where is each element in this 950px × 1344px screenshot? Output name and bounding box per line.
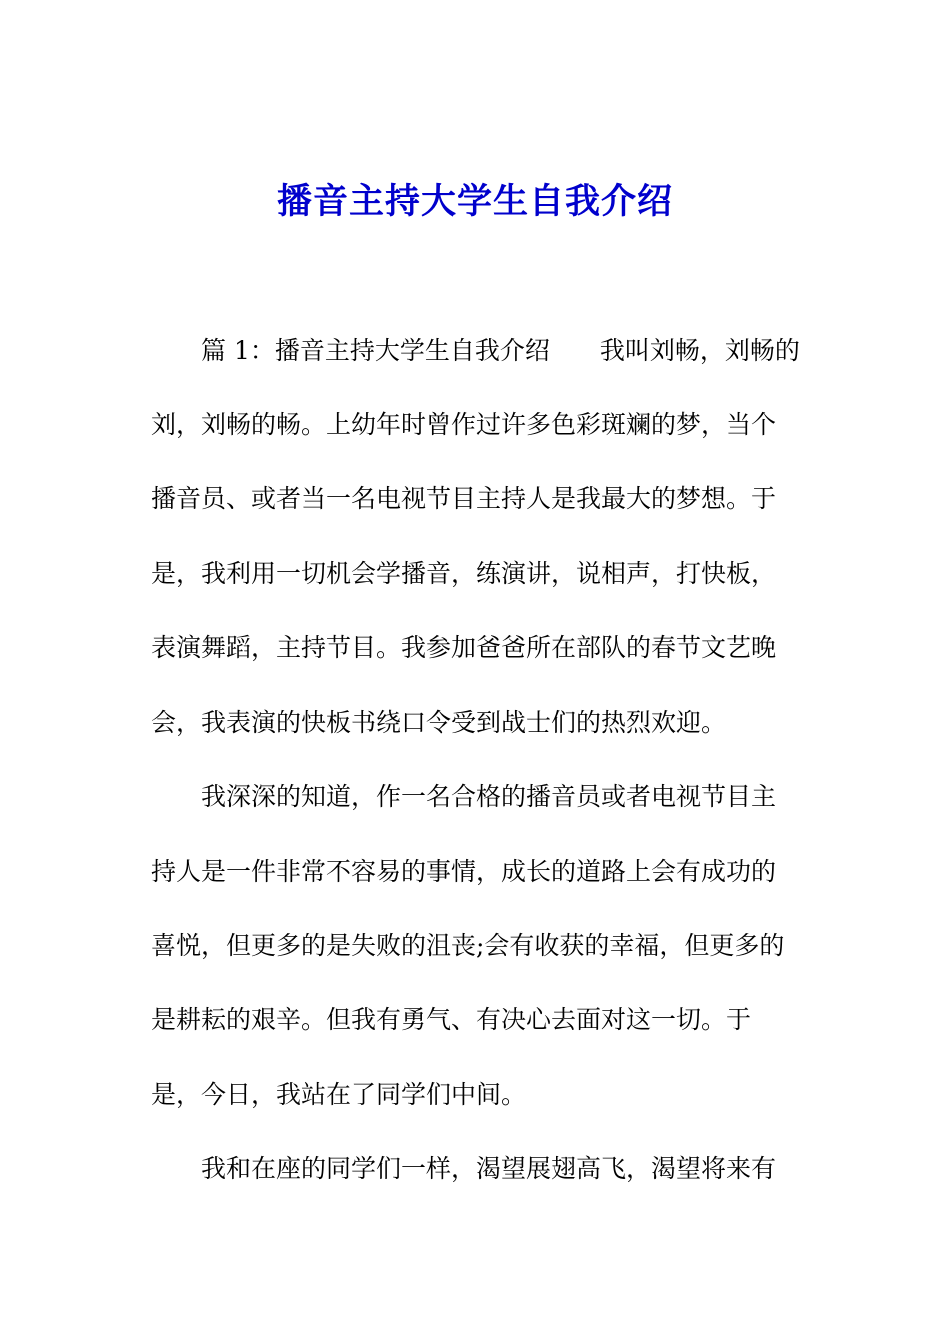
paragraph-line: 喜悦，但更多的是失败的沮丧;会有收获的幸福，但更多的	[151, 931, 785, 960]
paragraph-line: 是耕耘的艰辛。但我有勇气、有决心去面对这一切。于	[151, 1005, 752, 1034]
paragraph-line: 刘，刘畅的畅。上幼年时曾作过许多色彩斑斓的梦，当个	[151, 410, 777, 439]
paragraph-line: 播音员、或者当一名电视节目主持人是我最大的梦想。于	[151, 484, 777, 513]
document-title: 播音主持大学生自我介绍	[276, 181, 673, 222]
paragraph-text: 我叫刘畅，刘畅的	[599, 336, 800, 365]
paragraph-line: 我深深的知道，作一名合格的播音员或者电视节目主	[201, 782, 777, 811]
paragraph-line: 我和在座的同学们一样，渴望展翅高飞，渴望将来有	[201, 1154, 777, 1183]
section-heading: 篇 1：播音主持大学生自我介绍	[201, 336, 550, 365]
paragraph-line: 是，我利用一切机会学播音，练演讲，说相声，打快板，	[151, 559, 777, 588]
paragraph-line	[201, 333, 861, 369]
paragraph-line: 持人是一件非常不容易的事情，成长的道路上会有成功的	[151, 857, 777, 886]
paragraph-line: 会，我表演的快板书绕口令受到战士们的热烈欢迎。	[151, 708, 727, 737]
paragraph-line: 表演舞蹈，主持节目。我参加爸爸所在部队的春节文艺晚	[151, 633, 777, 662]
paragraph-line: 是，今日，我站在了同学们中间。	[151, 1080, 527, 1109]
